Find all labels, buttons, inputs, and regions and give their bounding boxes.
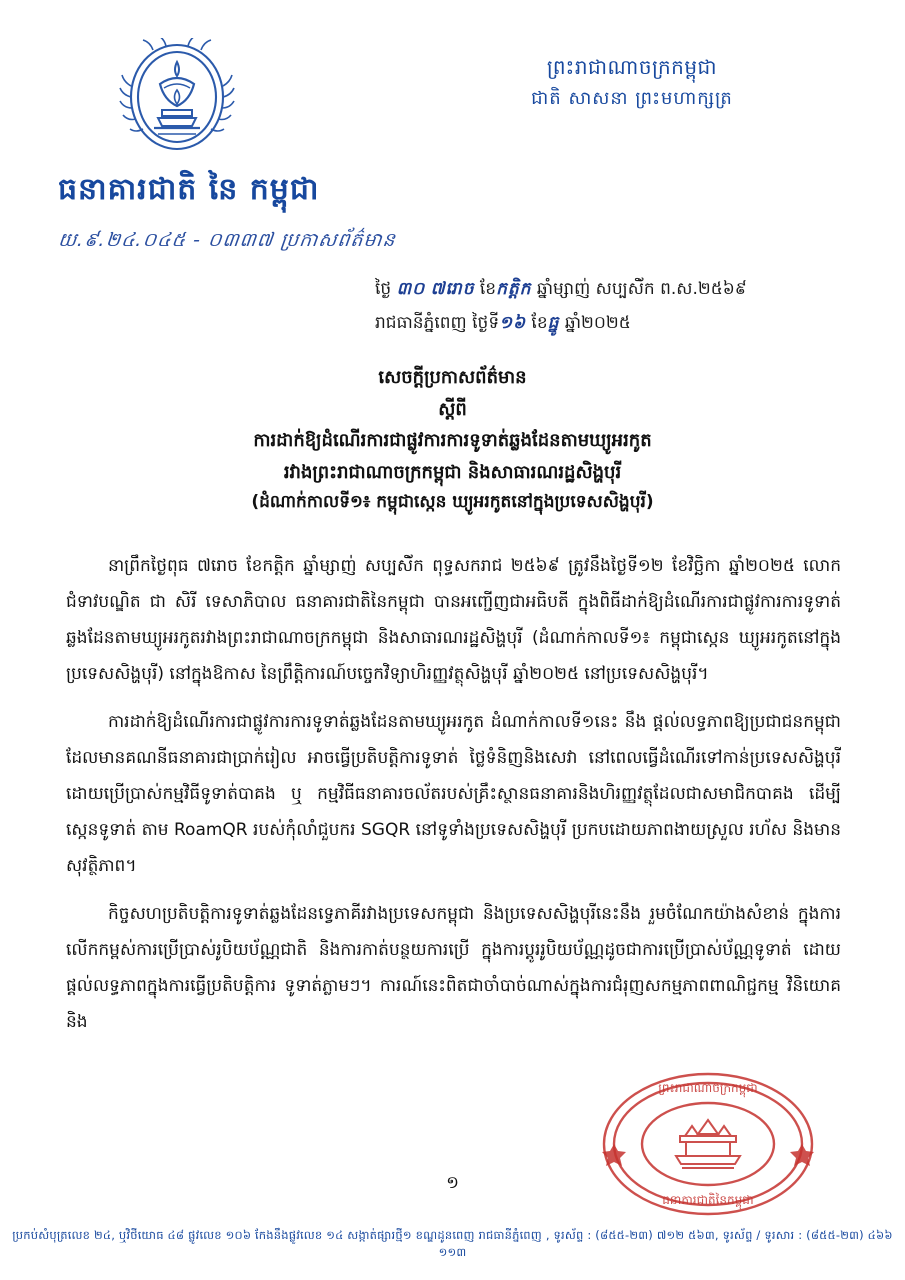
paragraph-1: នាព្រឹកថ្ងៃពុធ ៧រោច ខែកត្តិក ឆ្នាំម្សាញ់ សប្បសិ័ក ពុទ្ធសករាជ ២៥៦៩ ត្រូវនឹងថ្ងៃទី១២ ខែវិច្ឆិកា ឆ្នាំ២០២៥ លោកជំទាវបណ្ឌិត ជា សិរី ទេសាភិបាល ធនាគារជាតិនៃកម្ពុជា បានអញ្ជើញជាអធិបតី ក្នុងពិធីដាក់ឱ្យដំណើរការជាផ្លូវការការទូទាត់ឆ្លងដែនតាមឃ្យូអរកូតរវាងព្រះរាជាណាចក្រកម្ពុជា និងសាធារណរដ្ឋសិង្ហបុរី (ដំណាក់កាលទី១៖ កម្ពុជាស្កេន ឃ្យូអរកូតនៅក្នុងប្រទេសសិង្ហបុរី) នៅក្នុងឱកាស នៃព្រឹត្តិការណ៍បច្ចេកវិទ្យាហិរញ្ញវត្ថុសិង្ហបុរី ឆ្នាំ២០២៥ នៅប្រទេសសិង្ហបុរី។	[66, 556, 841, 685]
buddhist-date-line: ថ្ងៃ ៣០ ៧រោច ខែកត្តិក ឆ្នាំម្សាញ់ សប្បសិ័ក ព.ស.២៥៦៩	[375, 279, 747, 299]
seal-text-top: ព្រះរាជាណាចក្រកម្ពុជា	[658, 1081, 758, 1095]
hand-month: កត្តិក	[496, 279, 532, 299]
paragraph-2: ការដាក់ឱ្យដំណើរការជាផ្លូវការការទូទាត់ឆ្លងដែនតាមឃ្យូអរកូត ដំណាក់កាលទី១នេះ នឹង ផ្តល់លទ្ធភាពឱ្យប្រជាជនកម្ពុជាដែលមានគណនីធនាគារជាប្រាក់រៀល អាចធ្វើប្រតិបត្តិការទូទាត់ ថ្លៃទំនិញនិងសេវា នៅពេលធ្វើដំណើរទៅកាន់ប្រទេសសិង្ហបុរី ដោយប្រើប្រាស់កម្មវិធីទូទាត់បាគង ឬ កម្មវិធីធនាគារចល័តរបស់គ្រឹះស្ថានធនាគារនិងហិរញ្ញវត្ថុដែលជាសមាជិកបាគង ដើម្បីស្កេនទូទាត់ តាម RoamQR របស់កុំលាំជួបករ SGQR នៅទូទាំងប្រទេសសិង្ហបុរី ប្រកបដោយភាពងាយស្រួល រហ័ស និងមានសុវត្ថិភាព។	[66, 712, 841, 877]
national-motto: ជាតិ សាសនា ព្រះមហាក្សត្រ	[531, 88, 733, 109]
document-body	[66, 548, 841, 1052]
document-header	[0, 0, 905, 270]
title-line-1: សេចក្តីប្រកាសព័ត៌មាន	[378, 367, 527, 388]
royal-emblem-icon	[118, 38, 236, 156]
gregorian-date-line: រាជធានីភ្នំពេញ ថ្ងៃទី១៦ ខែធ្នូ ឆ្នាំ២០២៥	[375, 313, 631, 333]
page-number: ១	[446, 1173, 459, 1193]
institution-name: ធនាគារជាតិ នៃ កម្ពុជា	[58, 172, 320, 207]
paragraph-3: កិច្ចសហប្រតិបត្តិការទូទាត់ឆ្លងដែនទ្វេភាគីរវាងប្រទេសកម្ពុជា និងប្រទេសសិង្ហបុរីនេះនឹង រួមចំណែកយ៉ាងសំខាន់ ក្នុងការលើកកម្ពស់ការប្រើប្រាស់រូបិយប័ណ្ណជាតិ និងការកាត់បន្ថយការប្រើ ក្នុងការប្តូររូបិយប័ណ្ណដូចជាការប្រើប្រាស់ប័ណ្ណទូទាត់ ដោយផ្តល់លទ្ធភាពក្នុងការធ្វើប្រតិបត្តិការ ទូទាត់ភ្លាមៗ។ ការណ៍នេះពិតជាចាំបាច់ណាស់ក្នុងការជំរុញសកម្មភាពពាណិជ្ជកម្ម វិនិយោគ និង	[66, 904, 841, 1033]
hand-date-day: ១៦	[499, 313, 527, 333]
title-line-3: ការដាក់ឱ្យដំណើរការជាផ្លូវការការទូទាត់ឆ្លងដែនតាមឃ្យូអរកូត	[253, 430, 652, 451]
kingdom-heading	[467, 52, 797, 116]
title-line-5: (ដំណាក់កាលទី១៖ កម្ពុជាស្កេន ឃ្យូអរកូតនៅក្នុងប្រទេសសិង្ហបុរី)	[251, 492, 654, 512]
document-footer: ប្រកប់សំបុត្រលេខ ២៤, ឬវិថីយោធ ៤៨ ផ្លូវលេខ ១០៦ កែងនឹងផ្លូវលេខ ១៤ សង្កាត់ផ្សារថ្មី១ ខណ្ឌដូនពេញ រាជធានីភ្នំពេញ , ទូរស័ព្ទ : (៨៥៥-២៣) ៧១២ ៥៦៣, ទូរស័ព្ទ / ទូរសារ : (៨៥៥-២៣) ៤៦៦ ១១៣	[12, 1228, 893, 1259]
hand-day: ៣០	[396, 279, 426, 299]
date-block	[375, 272, 805, 340]
title-line-2: ស្តីពី	[438, 398, 467, 420]
hand-roch: ៧រោច	[430, 279, 475, 299]
kingdom-title: ព្រះរាជាណាចក្រកម្ពុជា	[546, 55, 718, 79]
seal-text-bottom: ធនាគារជាតិនៃកម្ពុជា	[662, 1193, 754, 1207]
document-title	[0, 362, 905, 518]
hand-date-month: ធ្នូ	[547, 313, 560, 333]
title-line-4: រវាងព្រះរាជាណាចក្រកម្ពុជា និងសាធារណរដ្ឋសិង្ហបុរី	[283, 461, 622, 483]
reference-number: យ.៩.២៤.០៤៥ - ០៣៣៧ ប្រកាសព័ត៌មាន	[57, 229, 397, 251]
